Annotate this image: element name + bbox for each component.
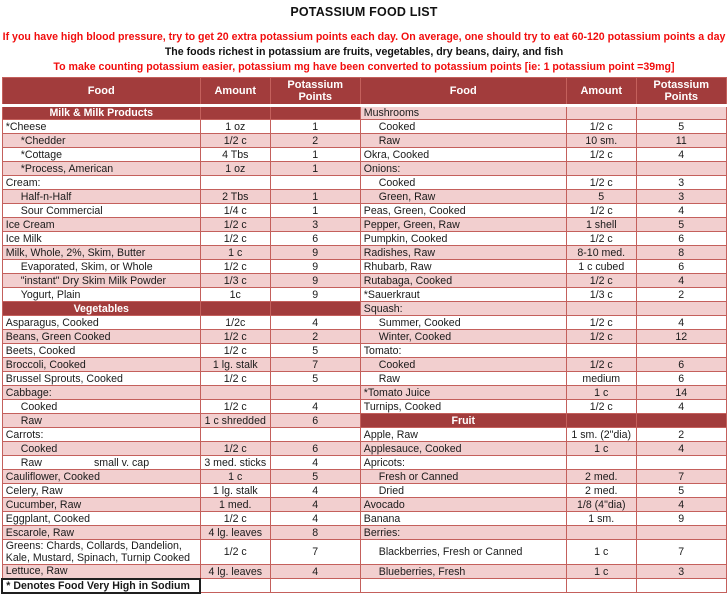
food-cell: Blueberries, Fresh	[360, 565, 566, 579]
food-cell: Pepper, Green, Raw	[360, 218, 566, 232]
amount-cell: 1 c	[200, 470, 270, 484]
food-cell: Brussel Sprouts, Cooked	[2, 372, 200, 386]
amount-cell: 3 med. sticks	[200, 456, 270, 470]
amount-cell: 1 c shredded	[200, 414, 270, 428]
food-cell: Winter, Cooked	[360, 330, 566, 344]
amount-cell: 1/2 c	[200, 400, 270, 414]
food-cell: Fresh or Canned	[360, 470, 566, 484]
points-cell: 8	[636, 246, 726, 260]
amount-cell	[566, 162, 636, 176]
table-row	[2, 484, 726, 498]
points-cell: 1	[270, 204, 360, 218]
points-cell: 4	[270, 316, 360, 330]
amount-cell: 1c	[200, 288, 270, 302]
amount-cell: 1/2 c	[200, 442, 270, 456]
points-cell: 7	[636, 540, 726, 565]
amount-cell	[200, 428, 270, 442]
food-cell: Milk, Whole, 2%, Skim, Butter	[2, 246, 200, 260]
points-cell: 6	[636, 372, 726, 386]
amount-cell: 5	[566, 190, 636, 204]
amount-cell: 1/2 c	[200, 260, 270, 274]
amount-cell: 1/2 c	[200, 540, 270, 565]
food-cell: Evaporated, Skim, or Whole	[2, 260, 200, 274]
amount-cell: 4 Tbs	[200, 148, 270, 162]
amount-cell: 10 sm.	[566, 134, 636, 148]
table-row	[2, 204, 726, 218]
points-cell: 2	[636, 428, 726, 442]
food-cell: Mushrooms	[360, 106, 566, 120]
food-cell: Yogurt, Plain	[2, 288, 200, 302]
food-cell: *Tomato Juice	[360, 386, 566, 400]
food-cell: Greens: Chards, Collards, Dandelion, Kale, Mustard, Spinach, Turnip Cooked	[2, 540, 200, 565]
amount-cell: 1/2 c	[200, 134, 270, 148]
amount-cell: 1 oz	[200, 162, 270, 176]
table-row	[2, 470, 726, 484]
food-cell: Raw	[360, 372, 566, 386]
points-cell: 4	[636, 498, 726, 512]
points-cell: 7	[636, 470, 726, 484]
points-cell: 6	[270, 442, 360, 456]
points-cell: 9	[270, 288, 360, 302]
points-cell: 7	[270, 540, 360, 565]
table-row	[2, 540, 726, 565]
food-cell: Cucumber, Raw	[2, 498, 200, 512]
amount-cell: 1 oz	[200, 120, 270, 134]
amount-cell: 1 sm. (2"dia)	[566, 428, 636, 442]
col-header-food-right: Food	[360, 78, 566, 106]
amount-cell: 1/2 c	[200, 512, 270, 526]
amount-cell	[566, 526, 636, 540]
amount-cell	[200, 386, 270, 400]
table-row	[2, 442, 726, 456]
food-cell: Radishes, Raw	[360, 246, 566, 260]
food-extra-label: small v. cap	[93, 456, 150, 469]
amount-cell	[200, 302, 270, 316]
food-cell: Peas, Green, Cooked	[360, 204, 566, 218]
points-cell: 3	[636, 176, 726, 190]
amount-cell: 2 Tbs	[200, 190, 270, 204]
amount-cell	[200, 176, 270, 190]
table-row	[2, 176, 726, 190]
col-header-amount-right: Amount	[566, 78, 636, 106]
table-row	[2, 386, 726, 400]
table-row	[2, 120, 726, 134]
points-cell: 5	[636, 120, 726, 134]
points-cell: 7	[270, 358, 360, 372]
food-cell: Half-n-Half	[2, 190, 200, 204]
food-cell: Lettuce, Raw	[2, 565, 200, 579]
food-cell: Cream:	[2, 176, 200, 190]
points-cell: 12	[636, 330, 726, 344]
intro-line-3: To make counting potassium easier, potassium mg have been converted to potassium points [ie: 1 potassium point =39mg]	[53, 61, 675, 73]
amount-cell: 1 lg. stalk	[200, 484, 270, 498]
food-cell: Cooked	[360, 358, 566, 372]
points-cell: 9	[636, 512, 726, 526]
points-cell: 1	[270, 120, 360, 134]
food-cell: Raw	[2, 414, 200, 428]
points-cell: 11	[636, 134, 726, 148]
points-cell: 3	[270, 218, 360, 232]
amount-cell: 2 med.	[566, 470, 636, 484]
points-cell: 4	[270, 400, 360, 414]
points-cell: 4	[636, 442, 726, 456]
section-header-cell: Vegetables	[2, 302, 200, 316]
table-row	[2, 246, 726, 260]
food-cell: Tomato:	[360, 344, 566, 358]
amount-cell: medium	[566, 372, 636, 386]
points-cell: 5	[270, 344, 360, 358]
table-row	[2, 372, 726, 386]
amount-cell: 4 lg. leaves	[200, 565, 270, 579]
table-row	[2, 414, 726, 428]
points-cell: 4	[636, 400, 726, 414]
food-cell: Raw small v. cap	[2, 456, 200, 470]
points-cell: 4	[270, 456, 360, 470]
table-row	[2, 344, 726, 358]
food-cell: Broccoli, Cooked	[2, 358, 200, 372]
points-cell	[270, 302, 360, 316]
points-cell: 6	[636, 232, 726, 246]
amount-cell	[566, 106, 636, 120]
points-cell: 5	[636, 484, 726, 498]
food-cell: Blackberries, Fresh or Canned	[360, 540, 566, 565]
amount-cell	[566, 456, 636, 470]
food-cell: Ice Milk	[2, 232, 200, 246]
col-header-points-right: Potassium Points	[636, 78, 726, 106]
food-cell: Okra, Cooked	[360, 148, 566, 162]
amount-cell: 1/2 c	[566, 316, 636, 330]
amount-cell: 1 c	[200, 246, 270, 260]
amount-cell: 1 c	[566, 540, 636, 565]
amount-cell	[200, 106, 270, 120]
col-header-food-left: Food	[2, 78, 200, 106]
amount-cell: 1/2 c	[566, 400, 636, 414]
points-cell: 1	[270, 190, 360, 204]
points-cell: 3	[636, 190, 726, 204]
points-cell: 4	[636, 316, 726, 330]
points-cell: 4	[636, 148, 726, 162]
food-cell: *Process, American	[2, 162, 200, 176]
table-row	[2, 260, 726, 274]
points-cell: 9	[270, 274, 360, 288]
amount-cell: 1/3 c	[200, 274, 270, 288]
food-cell: Turnips, Cooked	[360, 400, 566, 414]
col-header-amount-left: Amount	[200, 78, 270, 106]
points-cell: 4	[270, 565, 360, 579]
food-cell: Pumpkin, Cooked	[360, 232, 566, 246]
points-cell: 3	[636, 565, 726, 579]
points-cell	[636, 344, 726, 358]
amount-cell: 1/2 c	[566, 358, 636, 372]
food-cell: Apple, Raw	[360, 428, 566, 442]
amount-cell: 1 c cubed	[566, 260, 636, 274]
amount-cell: 1/2 c	[200, 330, 270, 344]
amount-cell: 1/2 c	[200, 372, 270, 386]
amount-cell: 1/2 c	[566, 148, 636, 162]
food-cell: Sour Commercial	[2, 204, 200, 218]
table-row	[2, 218, 726, 232]
amount-cell	[566, 344, 636, 358]
table-row	[2, 330, 726, 344]
footnote-cell: * Denotes Food Very High in Sodium	[2, 579, 200, 593]
food-cell: Berries:	[360, 526, 566, 540]
points-cell: 8	[270, 526, 360, 540]
amount-cell: 4 lg. leaves	[200, 526, 270, 540]
section-header-cell: Milk & Milk Products	[2, 106, 200, 120]
points-cell: 2	[270, 330, 360, 344]
food-cell: Carrots:	[2, 428, 200, 442]
points-cell: 4	[270, 484, 360, 498]
amount-cell: 2 med.	[566, 484, 636, 498]
table-row	[2, 316, 726, 330]
amount-cell: 1 c	[566, 386, 636, 400]
points-cell	[270, 106, 360, 120]
food-cell: Cauliflower, Cooked	[2, 470, 200, 484]
intro-text	[0, 31, 728, 73]
food-cell: Raw	[360, 134, 566, 148]
food-cell	[360, 579, 566, 593]
amount-cell: 1 shell	[566, 218, 636, 232]
table-row	[2, 190, 726, 204]
points-cell: 1	[270, 162, 360, 176]
food-cell: Squash:	[360, 302, 566, 316]
table-row	[2, 162, 726, 176]
points-cell: 4	[636, 204, 726, 218]
points-cell: 2	[636, 288, 726, 302]
points-cell	[636, 456, 726, 470]
amount-cell: 1/2 c	[566, 274, 636, 288]
food-cell: "instant" Dry Skim Milk Powder	[2, 274, 200, 288]
table-row	[2, 498, 726, 512]
food-cell: Beets, Cooked	[2, 344, 200, 358]
points-cell: 2	[270, 134, 360, 148]
points-cell: 9	[270, 260, 360, 274]
points-cell	[270, 428, 360, 442]
food-cell: Eggplant, Cooked	[2, 512, 200, 526]
points-cell: 4	[636, 274, 726, 288]
page-title: POTASSIUM FOOD LIST	[290, 5, 438, 19]
food-cell: Cooked	[2, 442, 200, 456]
points-cell: 9	[270, 246, 360, 260]
potassium-table	[1, 77, 727, 594]
food-cell: *Cottage	[2, 148, 200, 162]
amount-cell: 1/2 c	[200, 232, 270, 246]
amount-cell: 1/2 c	[566, 204, 636, 218]
table-row	[2, 358, 726, 372]
amount-cell	[566, 414, 636, 428]
table-row	[2, 232, 726, 246]
food-cell: Apricots:	[360, 456, 566, 470]
table-row	[2, 134, 726, 148]
amount-cell	[566, 579, 636, 593]
points-cell: 4	[270, 498, 360, 512]
amount-cell: 1 c	[566, 442, 636, 456]
food-cell: Ice Cream	[2, 218, 200, 232]
amount-cell: 1/4 c	[200, 204, 270, 218]
amount-cell: 1/8 (4"dia)	[566, 498, 636, 512]
intro-line-1: If you have high blood pressure, try to get 20 extra potassium points each day. On average, one should try to eat 60-120 potassium points a day	[2, 31, 726, 43]
amount-cell: 1 lg. stalk	[200, 358, 270, 372]
points-cell: 6	[636, 260, 726, 274]
section-header-cell: Fruit	[360, 414, 566, 428]
table-row	[2, 428, 726, 442]
amount-cell	[200, 579, 270, 593]
points-cell: 6	[270, 232, 360, 246]
points-cell: 4	[270, 512, 360, 526]
amount-cell: 1/2c	[200, 316, 270, 330]
points-cell	[636, 526, 726, 540]
points-cell: 5	[270, 372, 360, 386]
table-row	[2, 512, 726, 526]
food-cell: Rutabaga, Cooked	[360, 274, 566, 288]
amount-cell: 1/2 c	[566, 120, 636, 134]
table-header-row	[2, 78, 726, 106]
food-cell: Avocado	[360, 498, 566, 512]
food-cell: Applesauce, Cooked	[360, 442, 566, 456]
food-cell: *Chedder	[2, 134, 200, 148]
table-row	[2, 106, 726, 120]
food-cell: Rhubarb, Raw	[360, 260, 566, 274]
points-cell: 6	[636, 358, 726, 372]
points-cell: 6	[270, 414, 360, 428]
table-row	[2, 302, 726, 316]
points-cell: 5	[636, 218, 726, 232]
food-cell: Banana	[360, 512, 566, 526]
amount-cell: 1 sm.	[566, 512, 636, 526]
amount-cell: 1/2 c	[200, 218, 270, 232]
table-row	[2, 288, 726, 302]
points-cell	[636, 302, 726, 316]
col-header-points-left: Potassium Points	[270, 78, 360, 106]
amount-cell: 8-10 med.	[566, 246, 636, 260]
points-cell	[636, 106, 726, 120]
points-cell	[270, 579, 360, 593]
amount-cell: 1 c	[566, 565, 636, 579]
food-cell: *Sauerkraut	[360, 288, 566, 302]
amount-cell	[566, 302, 636, 316]
food-cell: Celery, Raw	[2, 484, 200, 498]
food-cell: Cooked	[360, 120, 566, 134]
amount-cell: 1 med.	[200, 498, 270, 512]
food-cell: Cooked	[360, 176, 566, 190]
food-cell: Cooked	[2, 400, 200, 414]
food-cell: Green, Raw	[360, 190, 566, 204]
food-cell: Cabbage:	[2, 386, 200, 400]
food-cell: *Cheese	[2, 120, 200, 134]
points-cell	[270, 176, 360, 190]
amount-cell: 1/2 c	[566, 330, 636, 344]
food-cell: Summer, Cooked	[360, 316, 566, 330]
food-cell: Beans, Green Cooked	[2, 330, 200, 344]
food-cell: Escarole, Raw	[2, 526, 200, 540]
points-cell: 14	[636, 386, 726, 400]
points-cell	[636, 414, 726, 428]
table-row	[2, 565, 726, 579]
table-row	[2, 148, 726, 162]
table-row	[2, 400, 726, 414]
amount-cell: 1/3 c	[566, 288, 636, 302]
table-row	[2, 526, 726, 540]
food-cell: Asparagus, Cooked	[2, 316, 200, 330]
amount-cell: 1/2 c	[200, 344, 270, 358]
points-cell	[270, 386, 360, 400]
table-row	[2, 274, 726, 288]
food-cell: Onions:	[360, 162, 566, 176]
points-cell: 1	[270, 148, 360, 162]
table-row	[2, 456, 726, 470]
points-cell	[636, 579, 726, 593]
amount-cell: 1/2 c	[566, 232, 636, 246]
intro-line-2: The foods richest in potassium are fruits, vegetables, dry beans, dairy, and fish	[164, 46, 564, 58]
table-row	[2, 579, 726, 593]
food-cell: Dried	[360, 484, 566, 498]
points-cell: 5	[270, 470, 360, 484]
table-body	[2, 106, 726, 593]
points-cell	[636, 162, 726, 176]
amount-cell: 1/2 c	[566, 176, 636, 190]
